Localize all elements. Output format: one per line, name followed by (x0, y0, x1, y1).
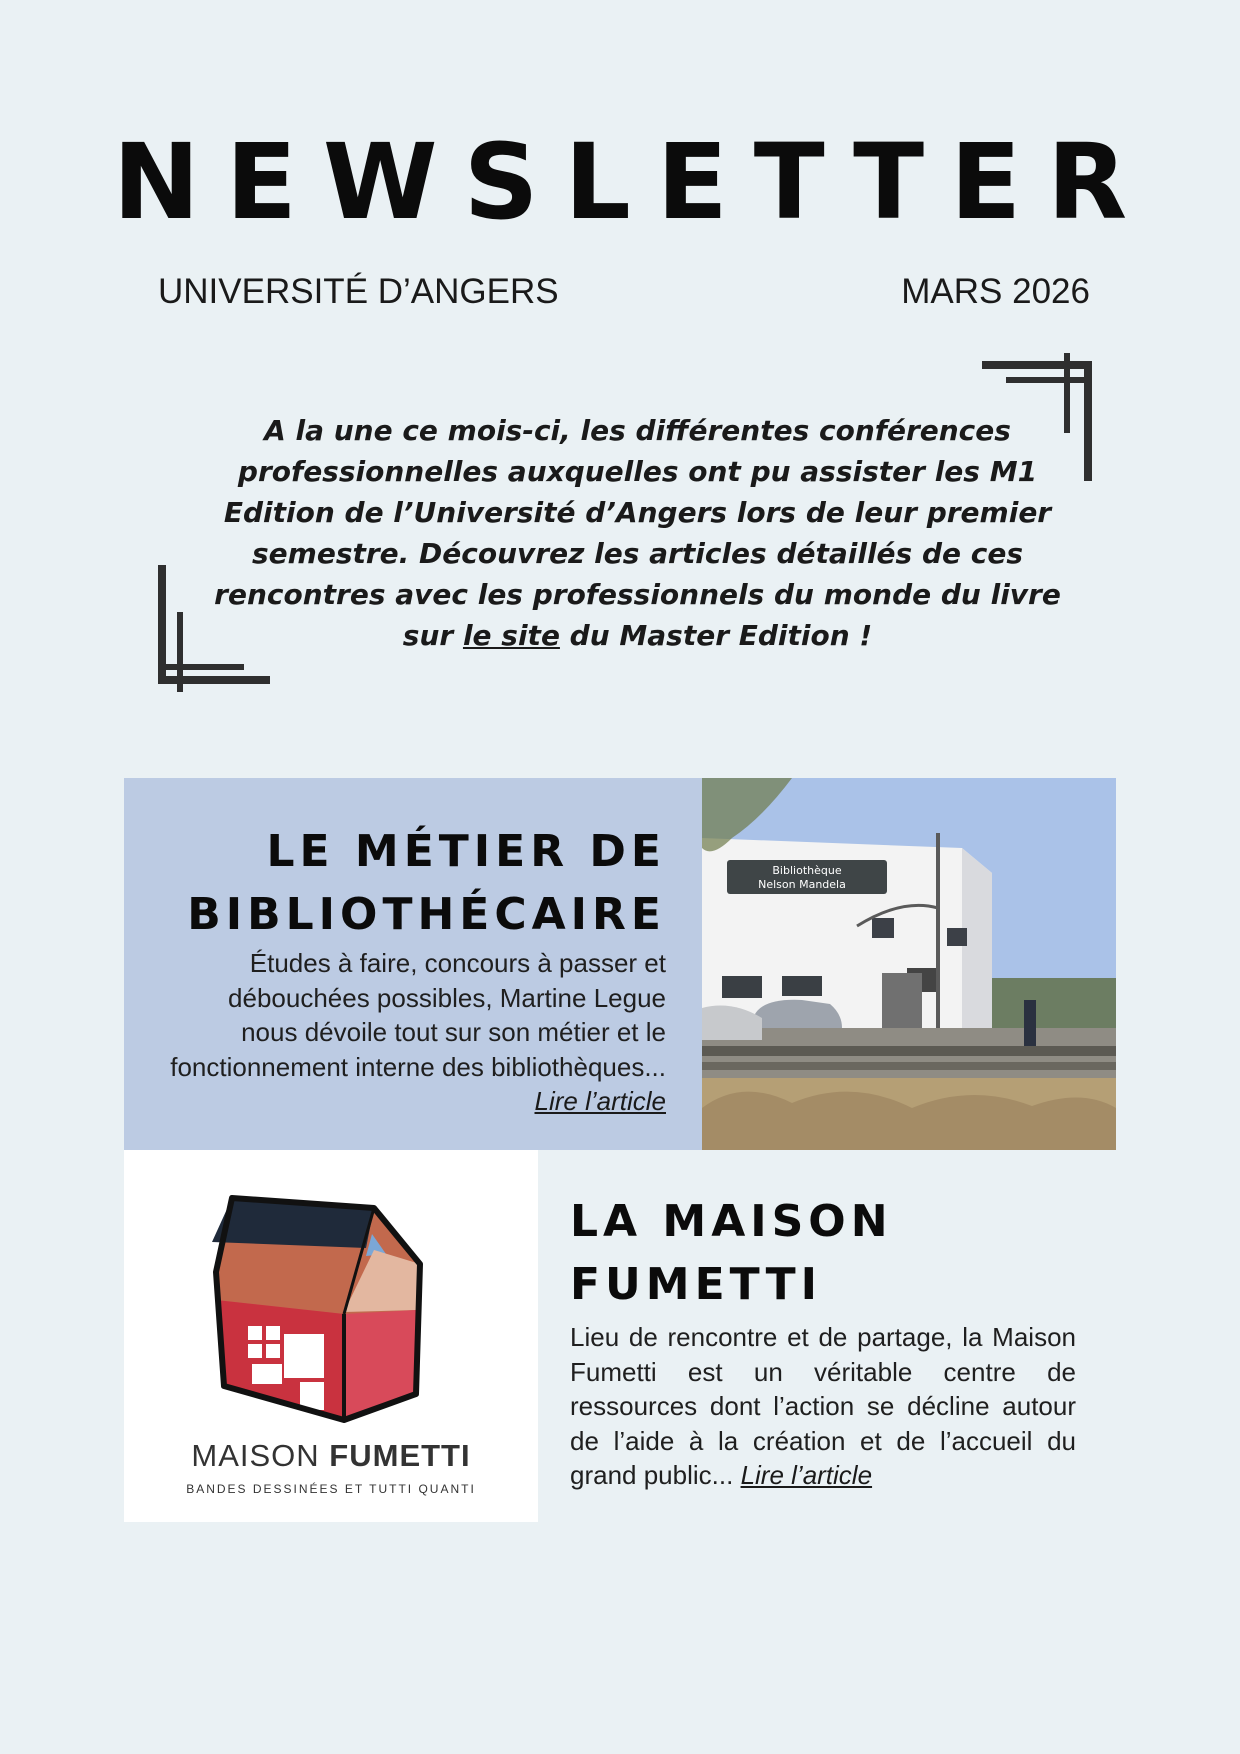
logo-tagline: BANDES DESSINÉES ET TUTTI QUANTI (186, 1482, 476, 1496)
logo-wordmark: MAISON FUMETTI (191, 1438, 471, 1473)
article-fumetti-body: Lieu de rencontre et de partage, la Maison Fumetti est un véritable centre de ressources dont l’action se décline autour de l’aide à la création et de l’accueil du grand public... Lire l’article (570, 1322, 1076, 1490)
article-fumetti-title: LA MAISON FUMETTI (570, 1196, 893, 1310)
library-sign-line1: Bibliothèque (772, 864, 842, 877)
newsletter-title: NEWSLETTER (112, 121, 1154, 243)
library-sign-line2: Nelson Mandela (758, 878, 846, 891)
issue-date: MARS 2026 (901, 272, 1090, 311)
maison-fumetti-logo (124, 1150, 538, 1522)
read-article-bibliothecaire-link[interactable]: Lire l’article (534, 1086, 666, 1116)
library-photo-illustration (702, 778, 1116, 1150)
university-name: UNIVERSITÉ D’ANGERS (158, 272, 559, 311)
intro-paragraph: A la une ce mois-ci, les différentes conférences professionnelles auxquelles ont pu assister les M1 Edition de l’Université d’Angers lors de leur premier semestre. Découvrez les articles détaillés de ces rencontres avec les professionnels du monde du livre sur le site du Master Edition ! (214, 414, 1061, 652)
article-bibliothecaire-body: Études à faire, concours à passer et débouchées possibles, Martine Legue nous dévoile tout sur son métier et le fonctionnement interne des bibliothèques... Lire l’article (170, 948, 666, 1116)
article-bibliothecaire-card (124, 778, 702, 1150)
article-bibliothecaire-title: LE MÉTIER DE BIBLIOTHÉCAIRE (187, 826, 666, 940)
library-photo (702, 778, 1116, 1150)
master-site-link[interactable]: le site (462, 619, 560, 652)
read-article-fumetti-link[interactable]: Lire l’article (740, 1460, 873, 1490)
